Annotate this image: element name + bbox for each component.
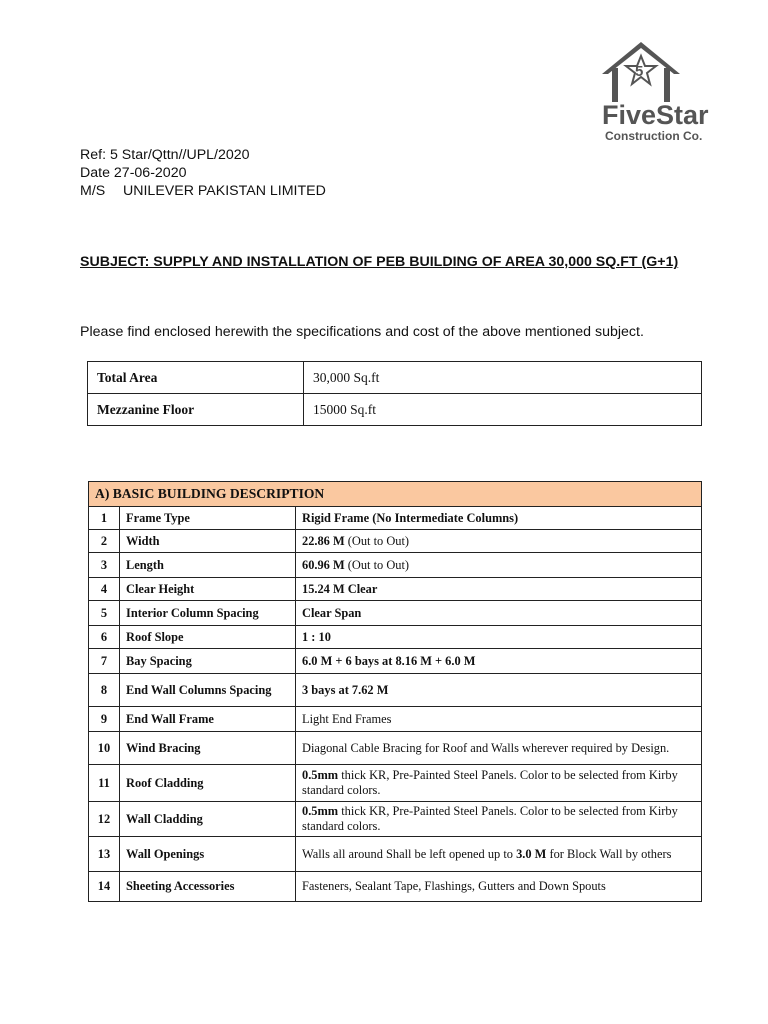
row-value-bold: Rigid Frame (No Intermediate Columns) xyxy=(302,510,519,525)
row-label: Width xyxy=(120,530,296,553)
row-number: 8 xyxy=(89,674,120,707)
date-line: Date 27-06-2020 xyxy=(80,165,187,181)
row-value xyxy=(296,553,702,578)
letter-header xyxy=(80,146,326,200)
row-value-text: thick KR, Pre-Painted Steel Panels. Color to be selected from Kirby standard colors. xyxy=(302,768,678,797)
logo-subtitle: Construction Co. xyxy=(605,129,703,143)
table-row xyxy=(89,872,702,902)
reference-line: Ref: 5 Star/Qttn//UPL/2020 xyxy=(80,147,250,163)
row-label: Clear Height xyxy=(120,578,296,601)
row-number: 9 xyxy=(89,707,120,732)
table-title-row xyxy=(89,482,702,507)
subject-line: SUBJECT: SUPPLY AND INSTALLATION OF PEB BUILDING OF AREA 30,000 SQ.FT (G+1) xyxy=(80,254,679,270)
row-value-prefix: Walls all around Shall be left opened up to xyxy=(302,846,517,861)
table-row xyxy=(89,530,702,553)
area-value: 15000 Sq.ft xyxy=(304,394,702,426)
row-value-text: (Out to Out) xyxy=(344,557,410,572)
row-value-bold: 15.24 M Clear xyxy=(302,581,378,596)
table-row xyxy=(89,553,702,578)
row-label: End Wall Frame xyxy=(120,707,296,732)
row-number: 12 xyxy=(89,802,120,837)
row-value xyxy=(296,837,702,872)
row-label: Length xyxy=(120,553,296,578)
row-value-bold: 0.5mm xyxy=(302,804,339,818)
row-label: Roof Cladding xyxy=(120,765,296,802)
row-number: 11 xyxy=(89,765,120,802)
row-number: 10 xyxy=(89,732,120,765)
recipient-prefix: M/S xyxy=(80,183,106,199)
row-value-text: Fasteners, Sealant Tape, Flashings, Gutters and Down Spouts xyxy=(302,879,606,893)
row-number: 2 xyxy=(89,530,120,553)
table-row xyxy=(89,649,702,674)
logo-wordmark: FiveStar xyxy=(602,100,709,130)
row-value xyxy=(296,674,702,707)
table-row xyxy=(89,507,702,530)
row-value-bold: 3 bays at 7.62 M xyxy=(302,682,389,697)
svg-text:5: 5 xyxy=(635,63,644,80)
area-table xyxy=(87,361,702,426)
row-label: Wind Bracing xyxy=(120,732,296,765)
row-value xyxy=(296,802,702,837)
row-label: Wall Openings xyxy=(120,837,296,872)
row-label: End Wall Columns Spacing xyxy=(120,674,296,707)
row-value xyxy=(296,765,702,802)
recipient-company: UNILEVER PAKISTAN LIMITED xyxy=(123,183,326,199)
row-value xyxy=(296,732,702,765)
row-number: 1 xyxy=(89,507,120,530)
table-row xyxy=(89,732,702,765)
recipient-line xyxy=(80,182,326,200)
row-number: 5 xyxy=(89,601,120,626)
row-label: Wall Cladding xyxy=(120,802,296,837)
row-value-bold: 0.5mm xyxy=(302,768,339,782)
table-title: A) BASIC BUILDING DESCRIPTION xyxy=(89,482,702,507)
intro-text: Please find enclosed herewith the specifications and cost of the above mentioned subject. xyxy=(80,324,644,340)
row-value-bold: Clear Span xyxy=(302,605,362,620)
row-value-bold: 1 : 10 xyxy=(302,629,331,644)
row-value xyxy=(296,707,702,732)
house-star-logo-icon xyxy=(600,38,730,148)
row-number: 3 xyxy=(89,553,120,578)
row-value-bold: 22.86 M xyxy=(302,533,345,548)
row-label: Interior Column Spacing xyxy=(120,601,296,626)
table-row xyxy=(89,765,702,802)
table-row xyxy=(89,601,702,626)
row-value xyxy=(296,507,702,530)
table-row xyxy=(89,674,702,707)
table-row xyxy=(89,802,702,837)
row-number: 6 xyxy=(89,626,120,649)
row-number: 4 xyxy=(89,578,120,601)
area-label: Mezzanine Floor xyxy=(88,394,304,426)
row-value-text: Diagonal Cable Bracing for Roof and Walls wherever required by Design. xyxy=(302,740,670,755)
table-row xyxy=(89,626,702,649)
row-number: 7 xyxy=(89,649,120,674)
table-row xyxy=(89,707,702,732)
area-value: 30,000 Sq.ft xyxy=(304,362,702,394)
row-value-text: Light End Frames xyxy=(302,711,392,726)
row-value xyxy=(296,872,702,902)
table-row xyxy=(89,578,702,601)
row-value-text: thick KR, Pre-Painted Steel Panels. Color to be selected from Kirby standard colors. xyxy=(302,804,678,833)
row-value xyxy=(296,626,702,649)
row-value-text: for Block Wall by others xyxy=(546,846,672,861)
row-label: Roof Slope xyxy=(120,626,296,649)
building-description-table xyxy=(88,481,702,902)
table-row xyxy=(88,362,702,394)
row-number: 14 xyxy=(89,872,120,902)
row-value-bold: 6.0 M + 6 bays at 8.16 M + 6.0 M xyxy=(302,653,476,668)
row-value-bold: 3.0 M xyxy=(516,846,547,861)
row-value xyxy=(296,601,702,626)
row-value-text: (Out to Out) xyxy=(344,533,410,548)
table-row xyxy=(89,837,702,872)
row-label: Bay Spacing xyxy=(120,649,296,674)
area-label: Total Area xyxy=(88,362,304,394)
row-label: Sheeting Accessories xyxy=(120,872,296,902)
row-value xyxy=(296,578,702,601)
table-row xyxy=(88,394,702,426)
company-logo xyxy=(600,38,730,148)
row-label: Frame Type xyxy=(120,507,296,530)
row-value-bold: 60.96 M xyxy=(302,557,345,572)
row-number: 13 xyxy=(89,837,120,872)
row-value xyxy=(296,649,702,674)
row-value xyxy=(296,530,702,553)
